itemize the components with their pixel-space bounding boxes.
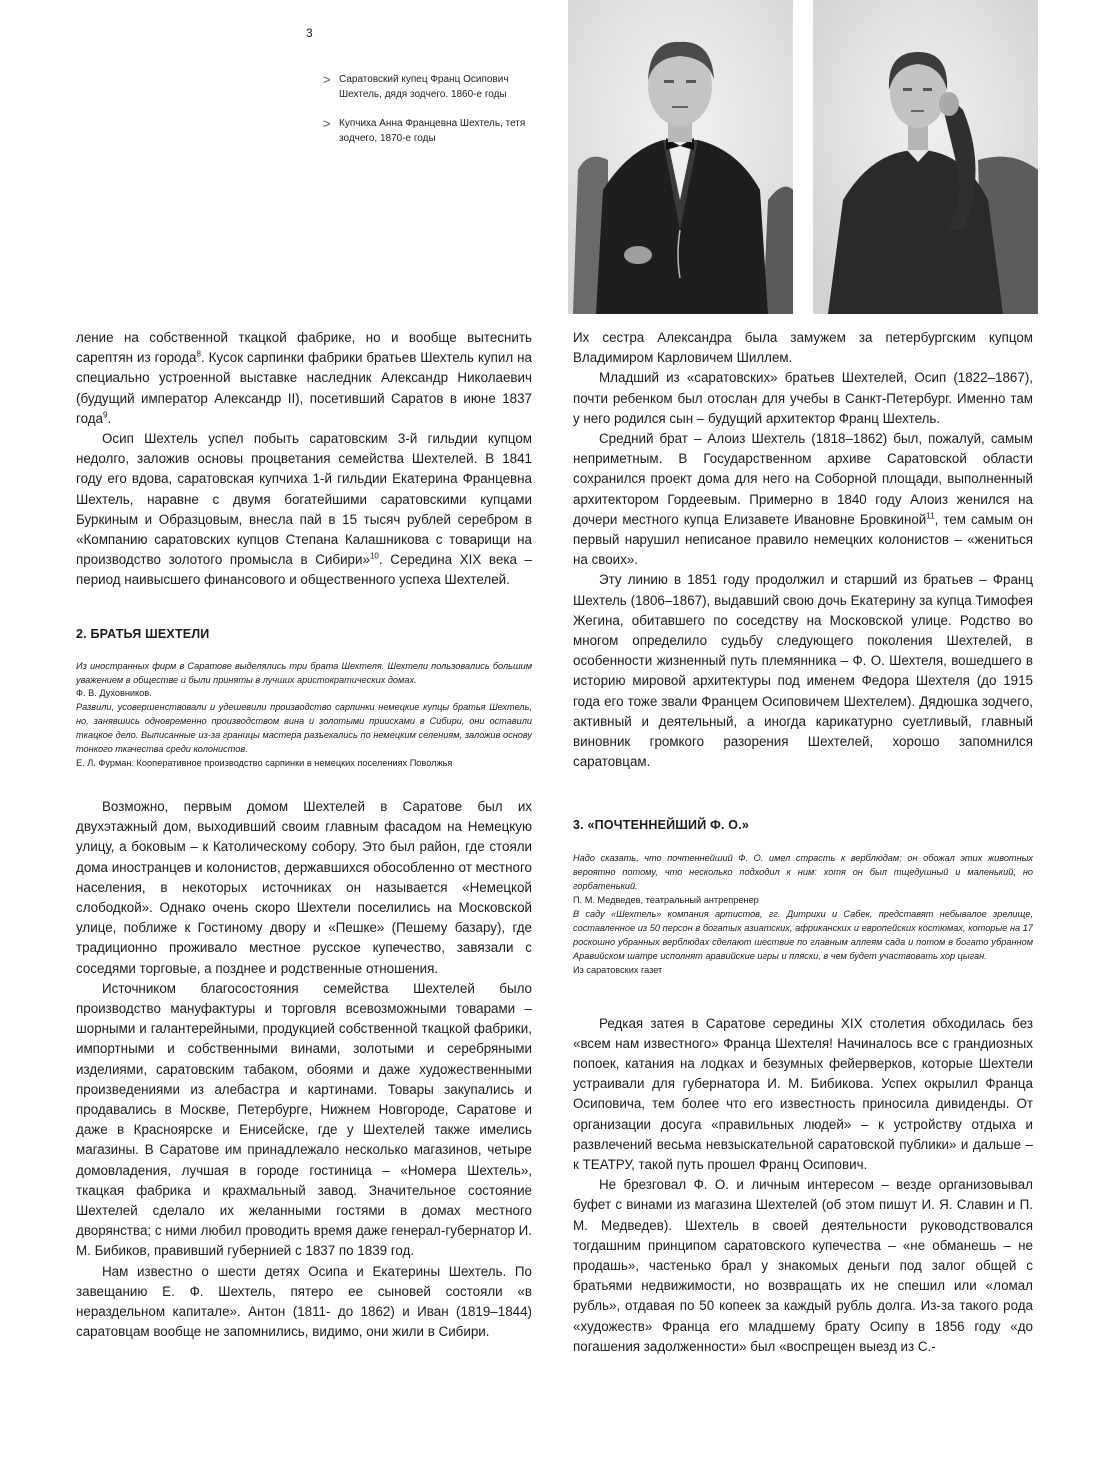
paragraph: Нам известно о шести детях Осипа и Екатерины Шехтель. По завещанию Е. Ф. Шехтель, пятеро ее сыновей состояли «в нераздельном капитале». Антон (1811- до 1862) и Иван (1819–1844) саратовцам вообще не запомнились, видимо, они жили в Сибири. bbox=[76, 1263, 532, 1340]
epigraph-quote: Развили, усовершенствовали и удешевили производство сарпинки немецкие купцы братья Шехтель, но, занявшись одновременно производством вина и золотыми приисками в Сибири, они оставили ткацкое дело. Выписанные из-за границы мастера разъехались по немецким селениям, заложив основу тонкого ткачества среди колонистов. bbox=[76, 702, 532, 755]
caption-franz-text: Саратовский купец Франц Осипович Шехтель, дядя зодчего. 1860-е годы bbox=[339, 74, 509, 100]
section-heading: 2. БРАТЬЯ ШЕХТЕЛИ bbox=[76, 626, 210, 641]
paragraph: ление на собственной ткацкой фабрике, но и вообще вытеснить сарептян из города$^8$. Кусок сарпинки фабрики братьев Шехтель купил на специально устроенной выставке наследник Александр Николаевич (будущий император Александр II), посетивший Саратов в июне 1837 года$^9$. bbox=[76, 330, 532, 426]
paragraph: Не брезговал Ф. О. и личным интересом – везде организовывал буфет с винами из магазина Шехтелей (об этом пишут И. Я. Славин и П. М. Медведев). Шехтель в своей деятельности руководствовался тогдашним принципом саратовского купечества – «не обманешь – не продашь», частенько брал у знакомых деньги под залог общей с братьями недвижимости, но возвращать их не спешил или «ломал рубль», отдавая по 50 копеек за каждый рубль долга. Из-за такого рода «художеств» Франца его младшему брату Осипу в 1856 году «до погашения задолженности» был «воспрещен выезд из С.- bbox=[573, 1177, 1033, 1354]
caption-anna bbox=[325, 116, 540, 146]
epigraph-quote: В саду «Шехтель» компания артистов, гг. Дитрихи и Сабек, представят небывалое зрелище, составленное из 50 персон в богатых азиатских, африканских и европейских костюмах, которые на 17 роскошно убранных верблюдах сделают шествие по главным аллеям сада и потом в богато убранном Аравийском шатре исполнят аравийские игры и пляски, в чем будет участвовать хор цыган. bbox=[573, 909, 1033, 961]
paragraph: Младший из «саратовских» братьев Шехтелей, Осип (1822–1867), почти ребенком был отослан для учебы в Санкт-Петербург. Именно там у него родился сын – будущий архитектор Франц Шехтель. bbox=[573, 370, 1033, 426]
portrait-anna-photo bbox=[813, 0, 1038, 314]
caption-arrow-icon: > bbox=[323, 72, 331, 87]
paragraph: Их сестра Александра была замужем за петербургским купцом Владимиром Карловичем Шиллем. bbox=[573, 330, 1033, 366]
caption-franz bbox=[325, 72, 540, 102]
portrait-franz-photo bbox=[568, 0, 793, 314]
epigraph-source: Е. Л. Фурман. Кооперативное производство сарпинки в немецких поселениях Поволжья bbox=[76, 757, 453, 768]
paragraph: Редкая затея в Саратове середины XIX столетия обходилась без «всем нам известного» Франца Шехтеля! Начиналось все с грандиозных попоек, катания на лодках и безумных фейерверков, которые Шехтели устраивали для губернатора И. М. Бибикова. Успех окрылил Франца Осиповича, тем более что его известность приносила дивиденды. От организации досуга «правильных людей» – к устройству отдыха и развлечений весьма невзыскательной саратовской публики» и дальше – к ТЕАТРУ, такой путь прошел Франц Осипович. bbox=[573, 1015, 1033, 1173]
epigraph-source: Из саратовских газет bbox=[573, 964, 663, 975]
paragraph: Возможно, первым домом Шехтелей в Саратове был их двухэтажный дом, выходивший своим главным фасадом на Немецкую улицу, а боковым – к Католическому собору. Это был район, где стояли дома иностранцев и колонистов, державшихся обособленно от местного населения, в некоторых источниках он называется «Немецкой слободкой». Однако очень скоро Шехтели поселились на Московской улице, поближе к Гостиному двору и «Пешке» (Пешему базару), где традиционно проживало местное русское купечество, завязали с соседями торговые, а позднее и родственные отношения. bbox=[76, 798, 532, 976]
epigraph-source: Ф. В. Духовников. bbox=[76, 688, 152, 699]
epigraph-block bbox=[76, 660, 532, 771]
section-heading: 3. «ПОЧТЕННЕЙШИЙ Ф. О.» bbox=[573, 818, 750, 833]
paragraph: Средний брат – Алоиз Шехтель (1818–1862) был, пожалуй, самым неприметным. В Государственном архиве Саратовской области сохранился проект дома для него на Соборной площади, выполненный архитектором Гордеевым. Примерно в 1840 году Алоиз женился на дочери местного купца Елизавете Ивановне Бровкиной$^{11}$, тем самым он первый нарушил неписаное правило немецких колонистов – «жениться на своих». bbox=[573, 431, 1033, 568]
left-column bbox=[76, 328, 532, 1342]
epigraph-quote: Из иностранных фирм в Саратове выделялись три брата Шехтеля. Шехтели пользовались большим уважением в обществе и были приняты в лучших аристократических домах. bbox=[76, 660, 532, 685]
paragraph: Источником благосостояния семейства Шехтелей было производство мануфактуры и торговля всевозможными товарами – шорными и галантерейными, продукцией собственной ткацкой фабрики, импортными и собственными винами, золотыми и серебряными изделиями, саратовским табаком, обоями и даже художественными произведениями из алебастра и картинами. Товары закупались и продавались в Москве, Петербурге, Нижнем Новгороде, Саратове и даже в Красноярске и Енисейске, где у Шехтелей также имелись магазины. В Саратове им принадлежало несколько магазинов, четыре домовладения, лучшая в городе гостиница – «Номера Шехтель», ткацкая фабрика и крахмальный завод. Значительное состояние Шехтелей сделало их желанными гостями в домах местного дворянства; с ними любил проводить время даже генерал-губернатор И. М. Бибиков, правивший губернией с 1837 по 1839 год. bbox=[76, 980, 532, 1259]
paragraph: Осип Шехтель успел побыть саратовским 3-й гильдии купцом недолго, заложив основы процветания семейства Шехтелей. В 1841 году его вдова, саратовская купчиха 1-й гильдии Екатерина Францевна Шехтель, наравне с двумя богатейшими саратовскими купцами Буркиным и Образцовым, внесла пай в 15 тысяч рублей серебром в «Компанию саратовских купцов Степана Калашникова с товарищи на производство золотого промысла в Сибири»$^{10}$. Середина XIX века – период наивысшего финансового и общественного успеха Шехтелей. bbox=[76, 431, 533, 588]
page-number: 3 bbox=[306, 26, 314, 40]
caption-arrow-icon: > bbox=[323, 116, 331, 131]
epigraph-source: П. М. Медведев, театральный антрепренер bbox=[573, 895, 759, 906]
epigraph-block bbox=[573, 852, 1033, 977]
right-column bbox=[573, 328, 1033, 1357]
paragraph: Эту линию в 1851 году продолжил и старший из братьев – Франц Шехтель (1806–1867), выдавший свою дочь Екатерину за купца Тимофея Жегина, обитавшего по соседству на Московской улице. Родство во многом определило судьбу следующего поколения Шехтелей, в особенности жизненный путь племянника – Ф. О. Шехтеля, вошедшего в историю мировой архитектуры под именем Федора Шехтеля (до 1915 года его тоже звали Францем Осиповичем Шехтелем). Дядюшка зодчего, активный и деятельный, а иногда карикатурно суетливый, главный виновник громкого разорения Шехтелей, хорошо запомнился саратовцам. bbox=[573, 572, 1033, 770]
caption-anna-text: Купчиха Анна Францевна Шехтель, тетя зодчего, 1870-е годы bbox=[339, 118, 526, 144]
epigraph-quote: Надо сказать, что почтеннейший Ф. О. имел страсть к верблюдам; он обожал этих животных вероятно потому, что несколько подходил к ним: хотя он был тщедушный и маленький, но горбатенький. bbox=[573, 853, 1033, 892]
